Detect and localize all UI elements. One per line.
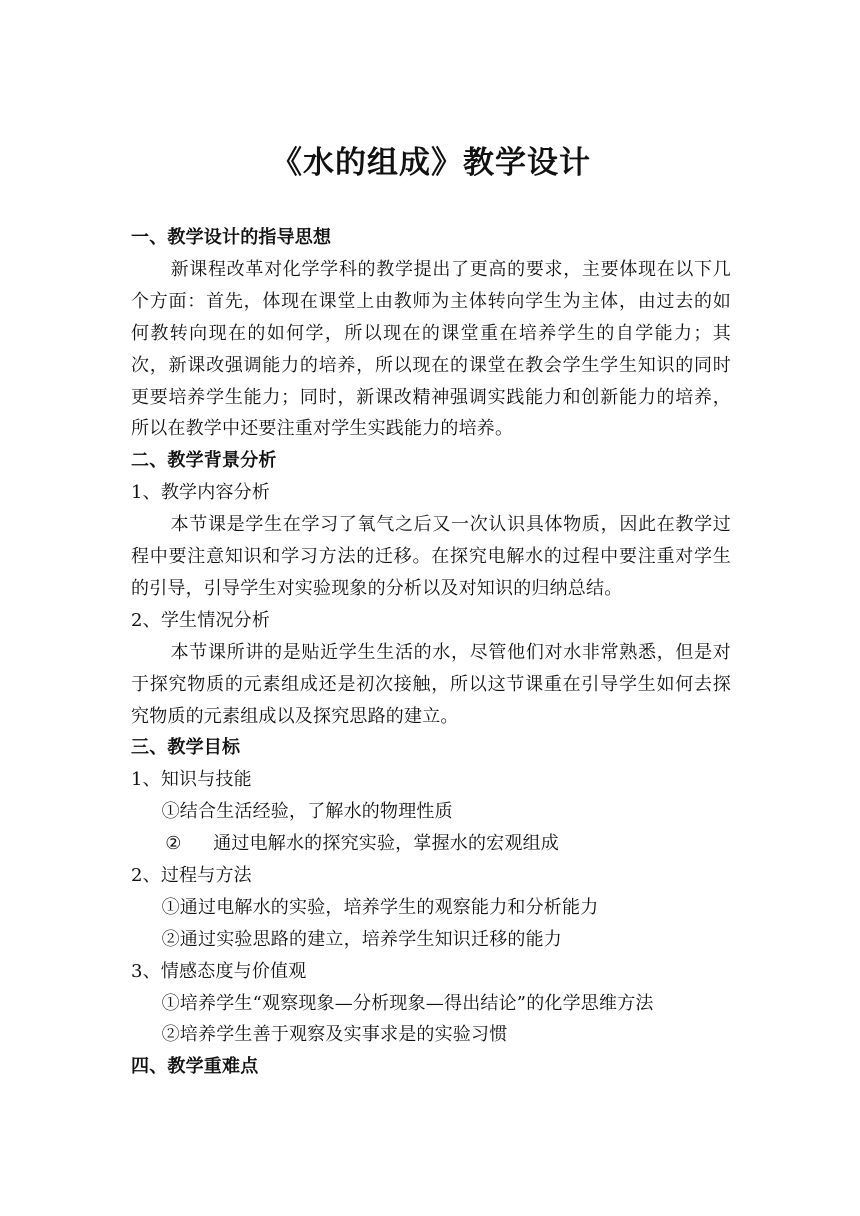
objective-item-3-1-1: ①结合生活经验，了解水的物理性质: [161, 801, 453, 823]
objective-item-number: ②: [165, 833, 182, 855]
subsection-2-2-paragraph: 本节课所讲的是贴近学生生活的水，尽管他们对水非常熟悉，但是对于探究物质的元素组成还是初次接触，所以这节课重在引导学生如何去探究物质的元素组成以及探究思路的建立。: [131, 641, 731, 727]
subsection-label-2-1: 1、教学内容分析: [131, 482, 271, 504]
section-heading-4: 四、教学重难点: [131, 1056, 259, 1078]
objective-item-3-2-2: ②通过实验思路的建立，培养学生知识迁移的能力: [161, 928, 562, 950]
section-heading-3: 三、教学目标: [131, 737, 241, 759]
objective-item-text: 通过电解水的探究实验，掌握水的宏观组成: [213, 833, 559, 855]
section-1-paragraph: 新课程改革对化学学科的教学提出了更高的要求，主要体现在以下几个方面：首先，体现在课堂上由教师为主体转向学生为主体，由过去的如何教转向现在的如何学，所以现在的课堂重在培养学生的自学能力；其次，新课改强调能力的培养，所以现在的课堂在教会学生学生知识的同时更要培养学生能力；同时，新课改精神强调实践能力和创新能力的培养，所以在教学中还要注重对学生实践能力的培养。: [131, 258, 731, 440]
subsection-2-1-paragraph: 本节课是学生在学习了氧气之后又一次认识具体物质，因此在教学过程中要注意知识和学习方法的迁移。在探究电解水的过程中要注重对学生的引导，引导学生对实验现象的分析以及对知识的归纳总结。: [131, 514, 731, 599]
objective-item-3-2-1: ①通过电解水的实验，培养学生的观察能力和分析能力: [161, 896, 599, 918]
objective-item-3-3-2: ②培养学生善于观察及实事求是的实验习惯: [161, 1024, 508, 1046]
document-title: 《水的组成》教学设计: [271, 145, 591, 181]
objective-item-3-1-2: [131, 828, 731, 860]
subsection-label-2-2: 2、学生情况分析: [131, 609, 271, 631]
section-heading-2: 二、教学背景分析: [131, 450, 277, 472]
document-body: [131, 140, 731, 1083]
subsection-label-3-3: 3、情感态度与价值观: [131, 960, 307, 982]
subsection-label-3-1: 1、知识与技能: [131, 769, 252, 791]
section-heading-1: 一、教学设计的指导思想: [131, 227, 332, 248]
objective-item-3-3-1: ①培养学生“观察现象—分析现象—得出结论”的化学思维方法: [161, 992, 654, 1014]
subsection-label-3-2: 2、过程与方法: [131, 865, 252, 886]
